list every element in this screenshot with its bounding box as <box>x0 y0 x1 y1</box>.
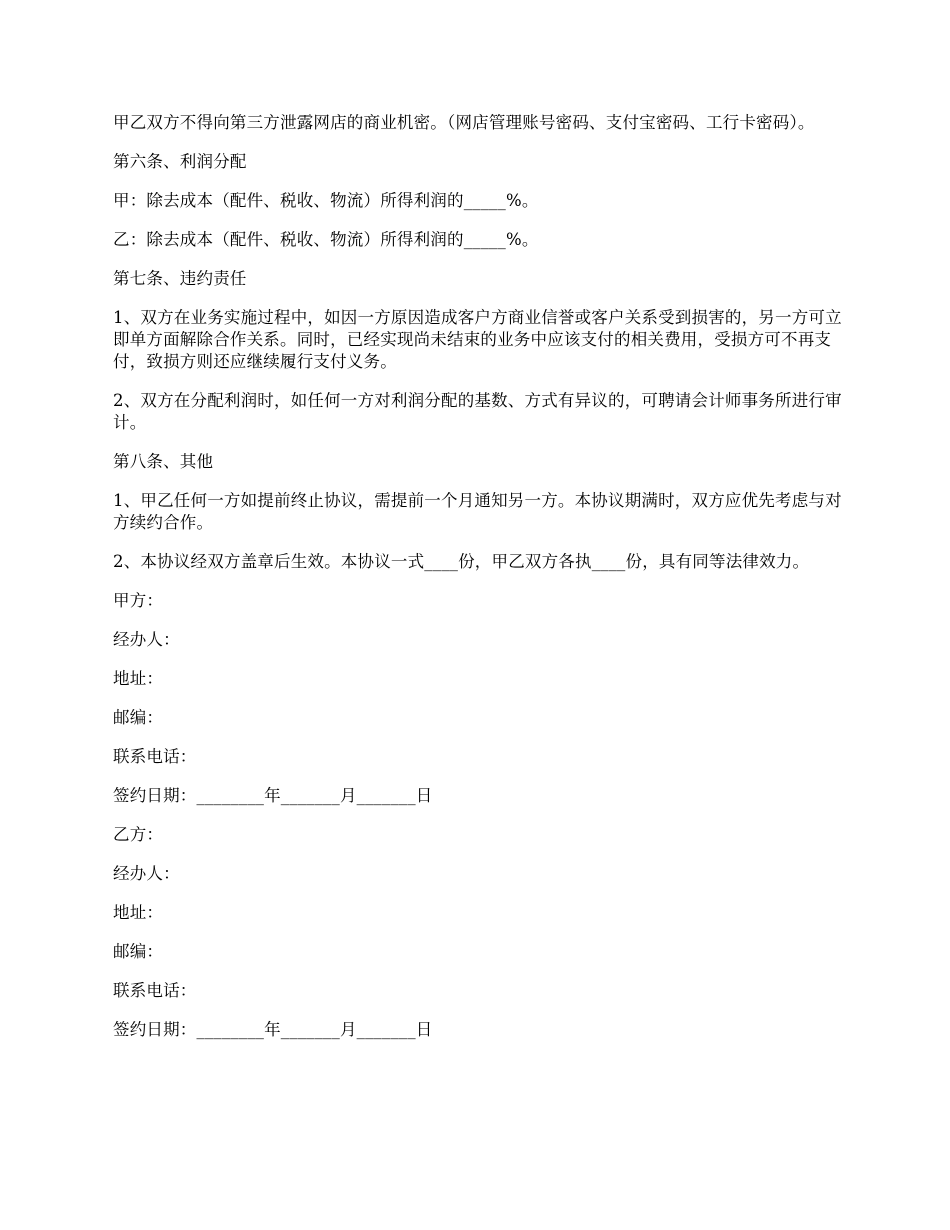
party-a-postcode: 邮编： <box>113 708 164 727</box>
party-b-postcode: 邮编： <box>113 942 164 961</box>
party-a-handler: 经办人： <box>113 630 180 649</box>
confidentiality-clause: 甲乙双方不得向第三方泄露网店的商业机密。（网店管理账号密码、支付宝密码、工行卡密码）。 <box>113 113 815 132</box>
party-b-sign-date: 签约日期：________年_______月_______日 <box>113 1020 433 1039</box>
document-page <box>113 112 843 1058</box>
section-7-heading: 第七条、违约责任 <box>113 269 247 288</box>
section-8-heading: 第八条、其他 <box>113 452 214 471</box>
party-a-phone: 联系电话： <box>113 747 197 766</box>
party-b-profit-share: 乙：除去成本（配件、税收、物流）所得利润的_____%。 <box>113 230 539 249</box>
other-clause-2: 2、本协议经双方盖章后生效。本协议一式____份，甲乙双方各执____份，具有同等法律效力。 <box>113 552 810 571</box>
party-a-sign-date: 签约日期：________年_______月_______日 <box>113 786 433 805</box>
party-a-profit-share: 甲：除去成本（配件、税收、物流）所得利润的_____%。 <box>113 191 539 210</box>
liability-clause-2: 2、双方在分配利润时，如任何一方对利润分配的基数、方式有异议的，可聘请会计师事务所进行审计。 <box>113 391 842 432</box>
party-a-address: 地址： <box>113 669 164 688</box>
other-clause-1: 1、甲乙任何一方如提前终止协议，需提前一个月通知另一方。本协议期满时，双方应优先考虑与对方续约合作。 <box>113 491 842 532</box>
party-a-label: 甲方： <box>113 591 164 610</box>
party-b-address: 地址： <box>113 903 164 922</box>
party-b-phone: 联系电话： <box>113 981 197 1000</box>
liability-clause-1: 1、双方在业务实施过程中，如因一方原因造成客户方商业信誉或客户关系受到损害的，另一方可立即单方面解除合作关系。同时，已经实现尚未结束的业务中应该支付的相关费用，受损方可不再支付，致损方则还应继续履行支付义务。 <box>113 308 842 371</box>
section-6-heading: 第六条、利润分配 <box>113 152 247 171</box>
party-b-label: 乙方： <box>113 825 164 844</box>
party-b-handler: 经办人： <box>113 864 180 883</box>
